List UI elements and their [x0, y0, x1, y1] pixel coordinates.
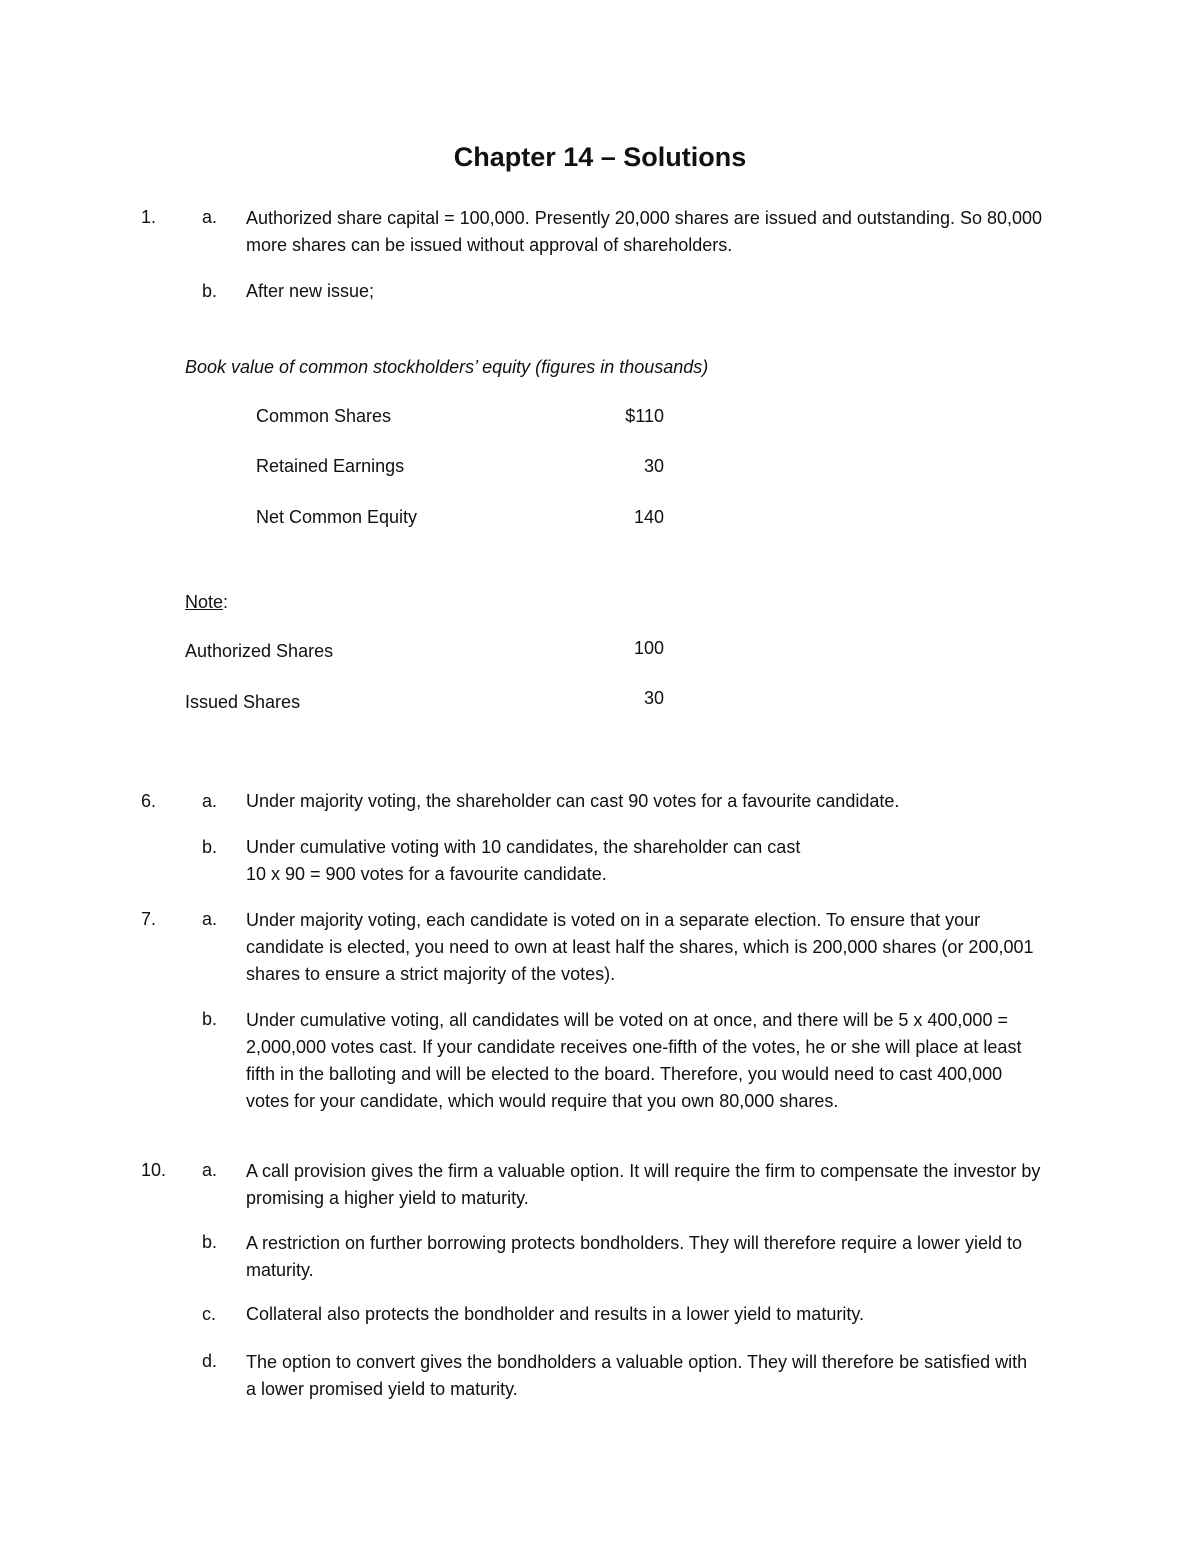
- page-title: Chapter 14 – Solutions: [453, 142, 747, 172]
- note-row-label: Authorized Shares: [185, 641, 334, 661]
- answer-text: Under majority voting, the shareholder can cast 90 votes for a favourite candidate.: [246, 791, 900, 811]
- answer-text: A call provision gives the firm a valuable option. It will require the firm to compensate the investor by promising a higher yield to maturity.: [246, 1161, 1041, 1208]
- item-letter: b.: [202, 837, 218, 857]
- answer-text: After new issue;: [246, 281, 375, 301]
- table-row-value: 30: [643, 456, 664, 476]
- item-letter: b.: [202, 1232, 218, 1252]
- item-letter: d.: [202, 1351, 218, 1371]
- item-letter: a.: [202, 207, 218, 227]
- table-row-value: $110: [625, 406, 664, 426]
- note-row-value: 30: [643, 688, 664, 708]
- question-number: 10.: [141, 1160, 167, 1180]
- item-letter: c.: [202, 1304, 217, 1324]
- note-row-label: Issued Shares: [185, 692, 301, 712]
- question-number: 7.: [141, 909, 157, 929]
- answer-text: Under majority voting, each candidate is voted on in a separate election. To ensure that your candidate is elected, you need to own at least half the shares, which is 200,000 shares (or 200,001 shares to ensure a strict majority of the votes).: [246, 910, 1034, 984]
- answer-text: The option to convert gives the bondholders a valuable option. They will therefore be satisfied with a lower promised yield to maturity.: [246, 1352, 1028, 1399]
- answer-text: Collateral also protects the bondholder and results in a lower yield to maturity.: [246, 1304, 864, 1324]
- answer-text-line: Under cumulative voting with 10 candidates, the shareholder can cast: [246, 837, 801, 857]
- note-colon: :: [223, 592, 229, 612]
- item-letter: b.: [202, 281, 218, 301]
- table-row-label: Retained Earnings: [256, 456, 405, 476]
- item-letter: b.: [202, 1009, 218, 1029]
- table-row-value: 140: [633, 507, 664, 527]
- answer-text: Authorized share capital = 100,000. Presently 20,000 shares are issued and outstanding. So 80,000 more shares can be issued without approval of shareholders.: [246, 208, 1043, 255]
- note-heading-text: Note: [185, 592, 224, 612]
- note-heading: [185, 592, 228, 613]
- answer-text-line: 10 x 90 = 900 votes for a favourite candidate.: [246, 864, 607, 884]
- note-row-value: 100: [633, 638, 664, 658]
- answer-text: A restriction on further borrowing protects bondholders. They will therefore require a lower yield to maturity.: [246, 1233, 1023, 1280]
- question-number: 6.: [141, 791, 157, 811]
- item-letter: a.: [202, 1160, 218, 1180]
- answer-text: Under cumulative voting, all candidates will be voted on at once, and there will be 5 x 400,000 = 2,000,000 votes cast. If your candidate receives one-fifth of the votes, he or she will place at least fifth in the balloting and will be elected to the board. Therefore, you would need to cast 400,000 votes for your candidate, which would require that you own 80,000 shares.: [246, 1010, 1022, 1111]
- table-caption: Book value of common stockholders’ equity (figures in thousands): [185, 357, 709, 377]
- item-letter: a.: [202, 909, 218, 929]
- table-row-label: Common Shares: [256, 406, 392, 426]
- question-number: 1.: [141, 207, 157, 227]
- item-letter: a.: [202, 791, 218, 811]
- table-row-label: Net Common Equity: [256, 507, 418, 527]
